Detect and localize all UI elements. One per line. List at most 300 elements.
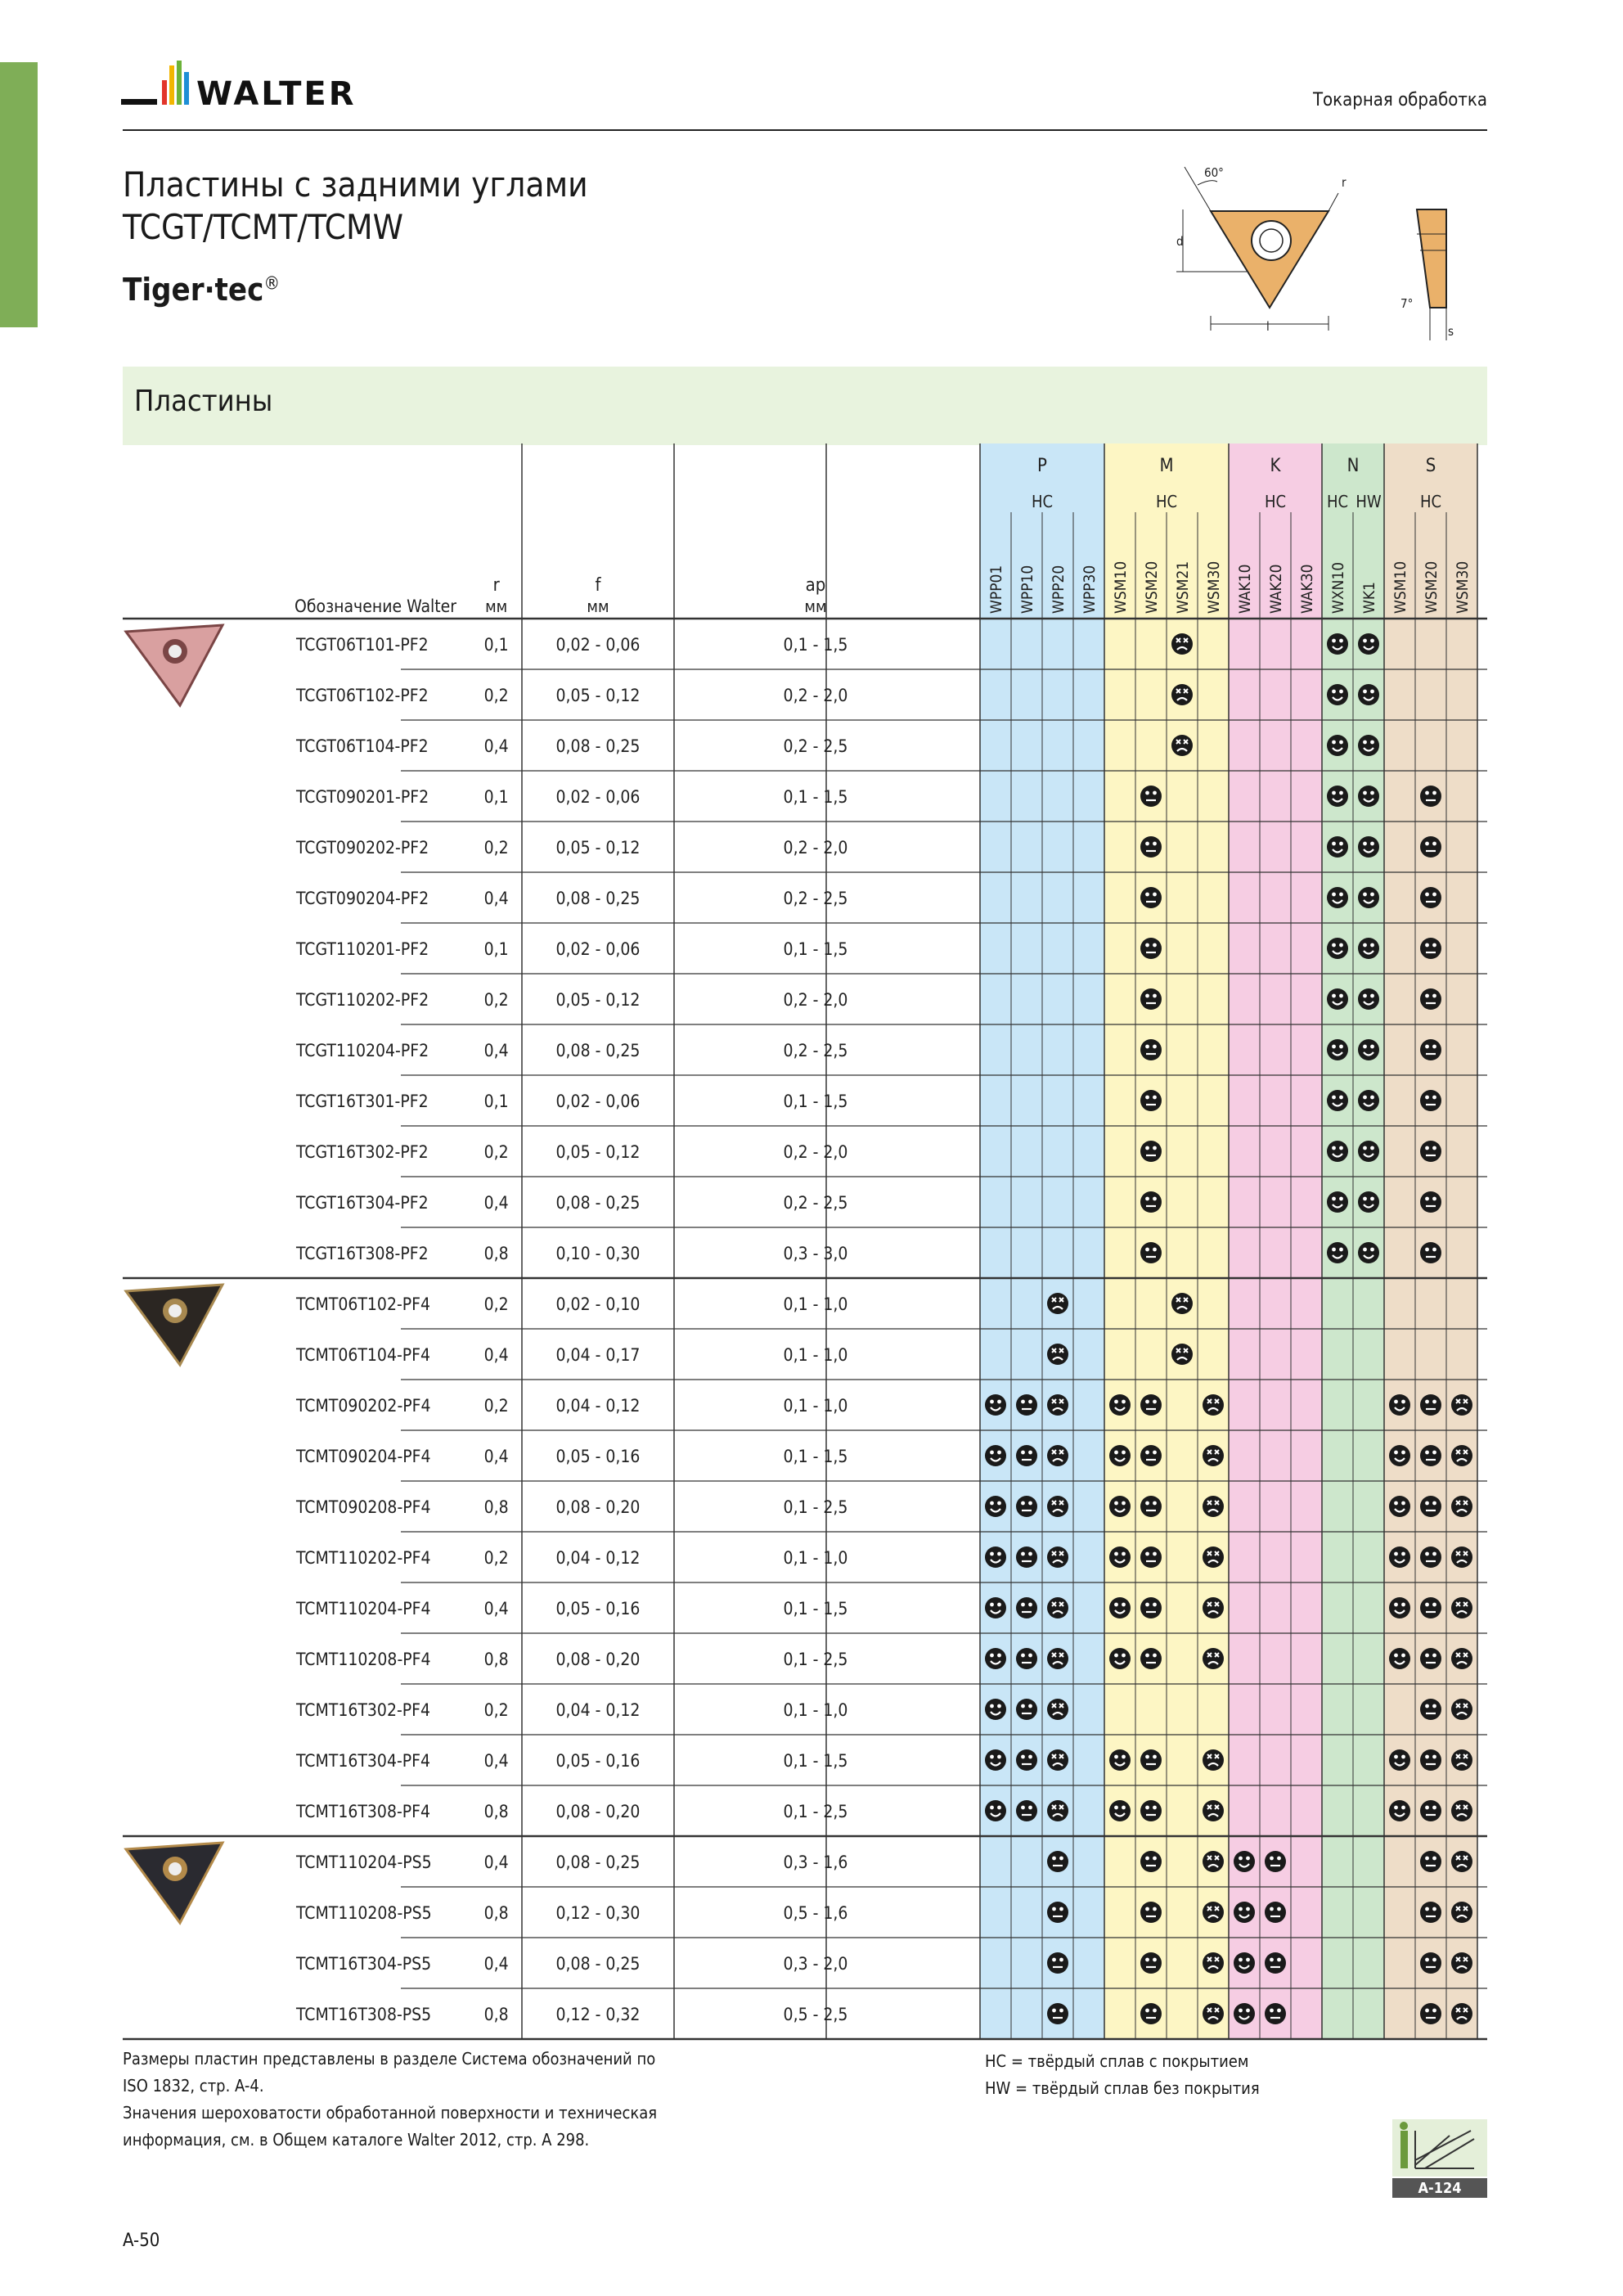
marker-eye	[997, 1654, 1001, 1658]
walter-logo	[121, 61, 399, 118]
marker-eye	[1246, 1857, 1250, 1861]
marker-eye	[1246, 1958, 1250, 1962]
marker-eye	[1394, 1806, 1398, 1810]
row-f: 0,02 - 0,06	[555, 787, 641, 807]
marker-eye	[1370, 943, 1374, 948]
marker-eye	[1370, 639, 1374, 643]
row-ap: 0,2 - 2,5	[783, 889, 848, 908]
row-designation: TCMT16T302-PF4	[296, 1700, 431, 1720]
group-coating-N: HW	[1355, 492, 1382, 511]
row-f: 0,08 - 0,25	[555, 1041, 641, 1060]
marker-eye	[1239, 2009, 1243, 2013]
suitability-marker	[1451, 1851, 1472, 1872]
marker-eye	[1153, 994, 1157, 998]
suitability-marker	[1358, 1191, 1379, 1213]
row-ap: 0,1 - 1,5	[783, 787, 848, 807]
marker-eye	[1021, 1552, 1025, 1556]
suitability-marker	[1451, 1749, 1472, 1771]
marker-eye	[1363, 1248, 1367, 1252]
marker-eye	[1153, 1045, 1157, 1049]
suitability-marker	[1140, 1445, 1162, 1466]
marker-eye	[1401, 1451, 1405, 1455]
marker-eye	[1145, 1857, 1149, 1861]
marker-eye	[1332, 1146, 1336, 1150]
page-title	[123, 164, 588, 249]
marker-eye	[1153, 1806, 1157, 1810]
marker-eye	[1432, 842, 1436, 846]
row-f: 0,05 - 0,16	[555, 1447, 641, 1466]
walter-logo-text: WALTER	[196, 75, 357, 113]
header-r: r	[492, 575, 500, 596]
marker-eye	[1153, 1096, 1157, 1100]
marker-eye	[1432, 893, 1436, 897]
suitability-marker	[1389, 1749, 1410, 1771]
marker-eye	[1145, 1096, 1149, 1100]
suitability-marker	[1140, 938, 1162, 959]
marker-eye	[1425, 2009, 1429, 2013]
marker-eye	[1028, 1755, 1032, 1759]
marker-eye	[997, 1400, 1001, 1404]
insert-image	[126, 1843, 223, 1923]
row-ap: 0,1 - 1,0	[783, 1548, 848, 1568]
row-f: 0,04 - 0,12	[555, 1548, 641, 1568]
group-coating-N: HC	[1326, 492, 1349, 511]
marker-eye	[1145, 1755, 1149, 1759]
row-designation: TCMT16T308-PF4	[296, 1802, 431, 1821]
suitability-marker	[1109, 1800, 1131, 1821]
row-r: 0,2	[483, 1700, 509, 1720]
suitability-marker	[1047, 1749, 1068, 1771]
marker-eye	[1432, 1096, 1436, 1100]
row-f: 0,08 - 0,20	[555, 1497, 641, 1517]
marker-eye	[1332, 943, 1336, 948]
suitability-marker	[1389, 1394, 1410, 1416]
marker-eye	[1339, 994, 1343, 998]
suitability-marker	[1327, 836, 1348, 858]
suitability-marker	[1451, 1699, 1472, 1720]
row-f: 0,08 - 0,25	[555, 889, 641, 908]
row-f: 0,02 - 0,10	[555, 1294, 641, 1314]
marker-eye	[1363, 639, 1367, 643]
insert-dimension-drawing	[1165, 160, 1374, 340]
suitability-marker	[1171, 1293, 1193, 1314]
marker-eye	[1028, 1704, 1032, 1708]
marker-eye	[990, 1704, 994, 1708]
row-ap: 0,1 - 1,5	[783, 1751, 848, 1771]
suitability-marker	[1389, 1800, 1410, 1821]
row-r: 0,2	[483, 1294, 509, 1314]
marker-eye	[1370, 893, 1374, 897]
marker-eye	[1114, 1806, 1118, 1810]
row-r: 0,1	[483, 635, 509, 655]
marker-eye	[1270, 1958, 1274, 1962]
marker-eye	[1052, 2009, 1056, 2013]
marker-eye	[1339, 1096, 1343, 1100]
marker-eye	[1145, 791, 1149, 795]
header-unit-ap: мм	[804, 597, 827, 616]
group-bg-K	[1229, 443, 1322, 2039]
row-ap: 0,3 - 2,0	[783, 1954, 848, 1974]
row-r: 0,4	[483, 736, 509, 756]
suitability-marker	[1140, 786, 1162, 807]
marker-eye	[1114, 1603, 1118, 1607]
marker-eye	[1239, 1857, 1243, 1861]
marker-eye	[997, 1755, 1001, 1759]
title-line-1: Пластины с задними углами	[123, 164, 588, 205]
legend-coatings	[985, 2048, 1260, 2102]
marker-eye	[1122, 1654, 1126, 1658]
grade-label: WPP10	[1018, 565, 1036, 614]
registered-mark: ®	[263, 273, 281, 295]
insert-hole-inner	[169, 645, 182, 658]
marker-eye	[1394, 1552, 1398, 1556]
suitability-marker	[985, 1749, 1006, 1771]
suitability-marker	[1016, 1546, 1037, 1568]
row-f: 0,12 - 0,30	[555, 1903, 641, 1923]
row-f: 0,04 - 0,12	[555, 1396, 641, 1416]
suitability-marker	[1140, 1597, 1162, 1618]
row-ap: 0,2 - 2,5	[783, 736, 848, 756]
marker-eye	[1277, 1958, 1281, 1962]
suitability-marker	[1389, 1597, 1410, 1618]
marker-eye	[1332, 741, 1336, 745]
marker-eye	[1332, 842, 1336, 846]
marker-eye	[1363, 994, 1367, 998]
suitability-marker	[1451, 2003, 1472, 2024]
marker-eye	[1432, 791, 1436, 795]
row-ap: 0,1 - 1,5	[783, 1599, 848, 1618]
marker-eye	[1394, 1451, 1398, 1455]
suitability-marker	[1203, 1749, 1224, 1771]
suitability-marker	[1140, 1191, 1162, 1213]
suitability-marker	[985, 1699, 1006, 1720]
row-f: 0,05 - 0,12	[555, 990, 641, 1010]
marker-eye	[1122, 1552, 1126, 1556]
row-f: 0,05 - 0,12	[555, 1142, 641, 1162]
marker-eye	[1122, 1451, 1126, 1455]
marker-eye	[1246, 2009, 1250, 2013]
suitability-marker	[1358, 1090, 1379, 1111]
suitability-marker	[1327, 1039, 1348, 1060]
suitability-marker	[1420, 1090, 1441, 1111]
row-r: 0,4	[483, 1599, 509, 1618]
row-r: 0,4	[483, 889, 509, 908]
group-letter-P: P	[1037, 456, 1047, 476]
marker-eye	[997, 1806, 1001, 1810]
row-f: 0,04 - 0,12	[555, 1700, 641, 1720]
marker-eye	[1394, 1400, 1398, 1404]
row-designation: TCGT090201-PF2	[296, 787, 429, 807]
suitability-marker	[1420, 1699, 1441, 1720]
suitability-marker	[1451, 1445, 1472, 1466]
suitability-marker	[1358, 735, 1379, 756]
footnote-line-1: Размеры пластин представлены в разделе Система обозначений по	[123, 2049, 656, 2069]
footnote-line-2: ISO 1832, стр. A-4.	[123, 2076, 264, 2096]
grade-label: WXN10	[1329, 561, 1347, 614]
marker-eye	[1332, 639, 1336, 643]
suitability-marker	[1327, 786, 1348, 807]
marker-eye	[1028, 1806, 1032, 1810]
marker-eye	[1432, 1400, 1436, 1404]
marker-eye	[1153, 1958, 1157, 1962]
marker-eye	[990, 1654, 994, 1658]
info-ref-label: A-124	[1418, 2180, 1462, 2197]
suitability-marker	[1016, 1445, 1037, 1466]
suitability-marker	[1420, 938, 1441, 959]
suitability-marker	[1389, 1496, 1410, 1517]
suitability-marker	[1327, 1242, 1348, 1263]
row-ap: 0,1 - 1,0	[783, 1700, 848, 1720]
marker-eye	[1339, 1045, 1343, 1049]
page-category: Токарная обработка	[1312, 90, 1487, 110]
row-designation: TCGT06T101-PF2	[296, 635, 429, 655]
suitability-marker	[985, 1496, 1006, 1517]
marker-eye	[1425, 1096, 1429, 1100]
suitability-marker	[1203, 1851, 1224, 1872]
suitability-marker	[1327, 1191, 1348, 1213]
suitability-marker	[1420, 1039, 1441, 1060]
row-designation: TCMT090204-PF4	[296, 1447, 431, 1466]
marker-eye	[1145, 1907, 1149, 1911]
marker-eye	[1425, 1654, 1429, 1658]
suitability-marker	[1047, 1394, 1068, 1416]
suitability-marker	[1047, 1648, 1068, 1669]
row-designation: TCMT090208-PF4	[296, 1497, 431, 1517]
row-ap: 0,1 - 1,0	[783, 1294, 848, 1314]
suitability-marker	[1265, 1902, 1286, 1923]
row-f: 0,02 - 0,06	[555, 1092, 641, 1111]
marker-eye	[1425, 943, 1429, 948]
header-rule	[123, 129, 1487, 131]
row-designation: TCGT110202-PF2	[296, 990, 429, 1010]
row-f: 0,05 - 0,16	[555, 1599, 641, 1618]
marker-eye	[1425, 1907, 1429, 1911]
suitability-marker	[1109, 1445, 1131, 1466]
suitability-marker	[1109, 1597, 1131, 1618]
suitability-marker	[1327, 633, 1348, 655]
suitability-marker	[1016, 1394, 1037, 1416]
marker-eye	[1332, 994, 1336, 998]
suitability-marker	[1389, 1546, 1410, 1568]
marker-eye	[1363, 893, 1367, 897]
grade-label: WAK30	[1298, 564, 1316, 614]
row-r: 0,2	[483, 1396, 509, 1416]
marker-eye	[1270, 2009, 1274, 2013]
marker-eye	[1145, 943, 1149, 948]
marker-eye	[1145, 1451, 1149, 1455]
inserts-table	[123, 443, 1487, 2049]
marker-eye	[1153, 1400, 1157, 1404]
suitability-marker	[1203, 1800, 1224, 1821]
marker-eye	[1425, 1045, 1429, 1049]
suitability-marker	[1234, 1952, 1255, 1974]
row-ap: 0,2 - 2,5	[783, 1193, 848, 1213]
row-ap: 0,3 - 1,6	[783, 1853, 848, 1872]
row-f: 0,05 - 0,12	[555, 686, 641, 705]
marker-eye	[997, 1501, 1001, 1506]
chapter-tab	[0, 62, 38, 327]
marker-eye	[1432, 1603, 1436, 1607]
row-designation: TCGT110204-PF2	[296, 1041, 429, 1060]
d-label: d	[1176, 234, 1184, 249]
marker-eye	[997, 1603, 1001, 1607]
suitability-marker	[1358, 887, 1379, 908]
suitability-marker	[1451, 1648, 1472, 1669]
marker-eye	[1277, 2009, 1281, 2013]
suitability-marker	[1389, 1648, 1410, 1669]
suitability-marker	[1047, 1597, 1068, 1618]
marker-eye	[1339, 943, 1343, 948]
suitability-marker	[1140, 1090, 1162, 1111]
suitability-marker	[1265, 1952, 1286, 1974]
grade-label: WSM20	[1143, 560, 1161, 614]
marker-eye	[1153, 1907, 1157, 1911]
marker-eye	[1432, 1146, 1436, 1150]
suitability-marker	[1234, 2003, 1255, 2024]
marker-eye	[1363, 1197, 1367, 1201]
marker-eye	[1370, 994, 1374, 998]
suitability-marker	[1203, 1445, 1224, 1466]
marker-eye	[1339, 791, 1343, 795]
marker-eye	[1114, 1755, 1118, 1759]
marker-eye	[1432, 2009, 1436, 2013]
radius-label: r	[1342, 175, 1347, 190]
marker-eye	[1028, 1451, 1032, 1455]
marker-eye	[1052, 1907, 1056, 1911]
marker-eye	[997, 1704, 1001, 1708]
marker-eye	[1145, 1400, 1149, 1404]
marker-eye	[1432, 1045, 1436, 1049]
marker-eye	[1145, 1197, 1149, 1201]
marker-eye	[1153, 1552, 1157, 1556]
suitability-marker	[1420, 1445, 1441, 1466]
group-bg-S	[1384, 443, 1477, 2039]
marker-eye	[1363, 690, 1367, 694]
marker-eye	[1145, 994, 1149, 998]
suitability-marker	[1140, 1648, 1162, 1669]
suitability-marker	[1047, 1344, 1068, 1365]
marker-eye	[1059, 1907, 1063, 1911]
marker-eye	[1145, 1146, 1149, 1150]
row-ap: 0,5 - 1,6	[783, 1903, 848, 1923]
marker-eye	[1425, 1603, 1429, 1607]
marker-eye	[1401, 1400, 1405, 1404]
grade-label: WAK20	[1267, 564, 1285, 614]
marker-eye	[1021, 1704, 1025, 1708]
row-ap: 0,2 - 2,0	[783, 1142, 848, 1162]
marker-eye	[1153, 1248, 1157, 1252]
marker-eye	[1332, 1197, 1336, 1201]
marker-eye	[1432, 1857, 1436, 1861]
grade-label: WK1	[1360, 582, 1378, 614]
marker-eye	[1028, 1501, 1032, 1506]
row-r: 0,8	[483, 1650, 509, 1669]
row-f: 0,08 - 0,25	[555, 1193, 641, 1213]
row-r: 0,8	[483, 1244, 509, 1263]
row-ap: 0,1 - 1,5	[783, 635, 848, 655]
marker-eye	[990, 1755, 994, 1759]
group-letter-K: K	[1270, 456, 1281, 476]
marker-eye	[1153, 1755, 1157, 1759]
insert-image	[126, 1285, 223, 1365]
header-designation: Обозначение Walter	[294, 597, 457, 616]
suitability-marker	[1047, 1496, 1068, 1517]
suitability-marker	[1109, 1749, 1131, 1771]
marker-eye	[1363, 943, 1367, 948]
suitability-marker	[1265, 1851, 1286, 1872]
row-r: 0,2	[483, 686, 509, 705]
row-designation: TCMT16T304-PF4	[296, 1751, 431, 1771]
marker-eye	[1021, 1755, 1025, 1759]
marker-eye	[1114, 1552, 1118, 1556]
marker-eye	[1339, 842, 1343, 846]
suitability-marker	[1451, 1800, 1472, 1821]
marker-eye	[1145, 1654, 1149, 1658]
marker-eye	[1153, 791, 1157, 795]
suitability-marker	[1140, 2003, 1162, 2024]
row-designation: TCGT16T302-PF2	[296, 1142, 429, 1162]
marker-eye	[1052, 1958, 1056, 1962]
insert-image	[126, 625, 223, 705]
suitability-marker	[1451, 1952, 1472, 1974]
marker-eye	[1153, 842, 1157, 846]
suitability-marker	[1140, 1546, 1162, 1568]
marker-eye	[1332, 690, 1336, 694]
page-number: A-50	[123, 2231, 160, 2251]
row-f: 0,02 - 0,06	[555, 939, 641, 959]
marker-eye	[1021, 1400, 1025, 1404]
marker-eye	[1122, 1755, 1126, 1759]
suitability-marker	[1420, 887, 1441, 908]
row-ap: 0,1 - 2,5	[783, 1802, 848, 1821]
suitability-marker	[1203, 1648, 1224, 1669]
marker-eye	[1425, 791, 1429, 795]
marker-eye	[1332, 893, 1336, 897]
marker-eye	[1028, 1552, 1032, 1556]
marker-eye	[1425, 994, 1429, 998]
info-reference-box[interactable]	[1392, 2119, 1487, 2198]
marker-eye	[1370, 1045, 1374, 1049]
row-designation: TCMT16T308-PS5	[296, 2005, 432, 2024]
row-designation: TCMT06T102-PF4	[296, 1294, 431, 1314]
marker-eye	[1153, 1857, 1157, 1861]
suitability-marker	[1358, 836, 1379, 858]
marker-eye	[1370, 690, 1374, 694]
marker-eye	[1425, 1197, 1429, 1201]
row-ap: 0,1 - 1,5	[783, 1092, 848, 1111]
suitability-marker	[1203, 1496, 1224, 1517]
marker-eye	[1432, 1755, 1436, 1759]
row-f: 0,04 - 0,17	[555, 1345, 641, 1365]
marker-eye	[1432, 1552, 1436, 1556]
legend-hw: HW = твёрдый сплав без покрытия	[985, 2078, 1260, 2098]
angle-label: 60°	[1204, 165, 1224, 180]
marker-eye	[1339, 690, 1343, 694]
row-designation: TCGT090204-PF2	[296, 889, 429, 908]
marker-eye	[1239, 1907, 1243, 1911]
row-ap: 0,1 - 1,0	[783, 1396, 848, 1416]
row-designation: TCGT06T104-PF2	[296, 736, 429, 756]
group-coating-M: HC	[1155, 492, 1178, 511]
suitability-marker	[1140, 1141, 1162, 1162]
group-coating-P: HC	[1031, 492, 1054, 511]
suitability-marker	[1420, 836, 1441, 858]
row-designation: TCMT110204-PS5	[296, 1853, 432, 1872]
row-f: 0,10 - 0,30	[555, 1244, 641, 1263]
row-f: 0,08 - 0,20	[555, 1802, 641, 1821]
marker-eye	[1394, 1501, 1398, 1506]
row-designation: TCGT16T304-PF2	[296, 1193, 429, 1213]
